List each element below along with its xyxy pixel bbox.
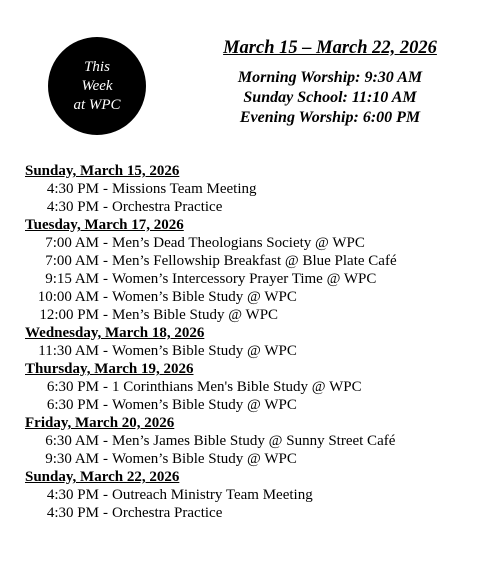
event-title: Women’s Bible Study @ WPC (112, 451, 297, 467)
event-title: Men’s Fellowship Breakfast @ Blue Plate Café (112, 253, 397, 269)
event-time: 6:30 AM (45, 433, 99, 449)
event-time: 6:30 PM (46, 379, 99, 395)
event-time: 9:15 AM (45, 271, 99, 287)
day-section (25, 468, 485, 522)
event-title: Orchestra Practice (112, 199, 223, 215)
service-time: Morning Worship: 9:30 AM (237, 69, 423, 86)
event-row: 4:30 PM - Outreach Ministry Team Meeting (25, 486, 485, 504)
event-title: Missions Team Meeting (112, 181, 257, 197)
event-title: Women’s Bible Study @ WPC (112, 397, 297, 413)
event-row: 10:00 AM - Women’s Bible Study @ WPC (25, 288, 485, 306)
this-week-badge (48, 37, 146, 135)
day-section (25, 414, 485, 468)
event-row: 4:30 PM - Orchestra Practice (25, 504, 485, 522)
day-heading: Sunday, March 15, 2026 (25, 163, 180, 179)
day-heading: Tuesday, March 17, 2026 (25, 217, 184, 233)
event-row: 12:00 PM - Men’s Bible Study @ WPC (25, 306, 485, 324)
day-heading: Sunday, March 22, 2026 (25, 469, 180, 485)
event-row: 7:00 AM - Men’s Dead Theologians Society @ WPC (25, 234, 485, 252)
weekly-schedule (25, 162, 485, 522)
event-time: 4:30 PM (46, 505, 99, 521)
day-heading: Thursday, March 19, 2026 (25, 361, 194, 377)
event-row: 6:30 PM - 1 Corinthians Men's Bible Study @ WPC (25, 378, 485, 396)
header (200, 36, 460, 128)
event-title: 1 Corinthians Men's Bible Study @ WPC (112, 379, 362, 395)
event-row: 9:15 AM - Women’s Intercessory Prayer Time @ WPC (25, 270, 485, 288)
badge-line: This (84, 58, 110, 75)
date-range: March 15 – March 22, 2026 (223, 38, 437, 58)
event-row: 4:30 PM - Missions Team Meeting (25, 180, 485, 198)
event-time: 4:30 PM (46, 181, 99, 197)
day-section (25, 216, 485, 324)
day-heading: Friday, March 20, 2026 (25, 415, 175, 431)
service-time: Sunday School: 11:10 AM (243, 89, 417, 106)
event-title: Women’s Bible Study @ WPC (112, 343, 297, 359)
event-row: 4:30 PM - Orchestra Practice (25, 198, 485, 216)
event-title: Men’s Dead Theologians Society @ WPC (112, 235, 365, 251)
event-row: 7:00 AM - Men’s Fellowship Breakfast @ Blue Plate Café (25, 252, 485, 270)
event-time: 9:30 AM (45, 451, 99, 467)
event-title: Women’s Bible Study @ WPC (112, 289, 297, 305)
event-time: 7:00 AM (45, 235, 99, 251)
service-time: Evening Worship: 6:00 PM (239, 109, 421, 126)
event-time: 7:00 AM (45, 253, 99, 269)
event-row: 6:30 AM - Men’s James Bible Study @ Sunny Street Café (25, 432, 485, 450)
event-row: 11:30 AM - Women’s Bible Study @ WPC (25, 342, 485, 360)
day-section (25, 360, 485, 414)
day-section (25, 162, 485, 216)
event-row: 6:30 PM - Women’s Bible Study @ WPC (25, 396, 485, 414)
event-title: Outreach Ministry Team Meeting (112, 487, 313, 503)
day-section (25, 324, 485, 360)
event-title: Orchestra Practice (112, 505, 223, 521)
event-time: 11:30 AM (38, 343, 99, 359)
event-time: 4:30 PM (46, 199, 99, 215)
badge-line: Week (81, 77, 113, 94)
event-time: 6:30 PM (46, 397, 99, 413)
event-title: Women’s Intercessory Prayer Time @ WPC (112, 271, 377, 287)
event-title: Men’s James Bible Study @ Sunny Street Café (112, 433, 396, 449)
badge-line: at WPC (73, 96, 121, 113)
event-time: 4:30 PM (46, 487, 99, 503)
event-row: 9:30 AM - Women’s Bible Study @ WPC (25, 450, 485, 468)
event-time: 12:00 PM (39, 307, 99, 323)
event-title: Men’s Bible Study @ WPC (112, 307, 279, 323)
event-time: 10:00 AM (37, 289, 99, 305)
day-heading: Wednesday, March 18, 2026 (25, 325, 205, 341)
